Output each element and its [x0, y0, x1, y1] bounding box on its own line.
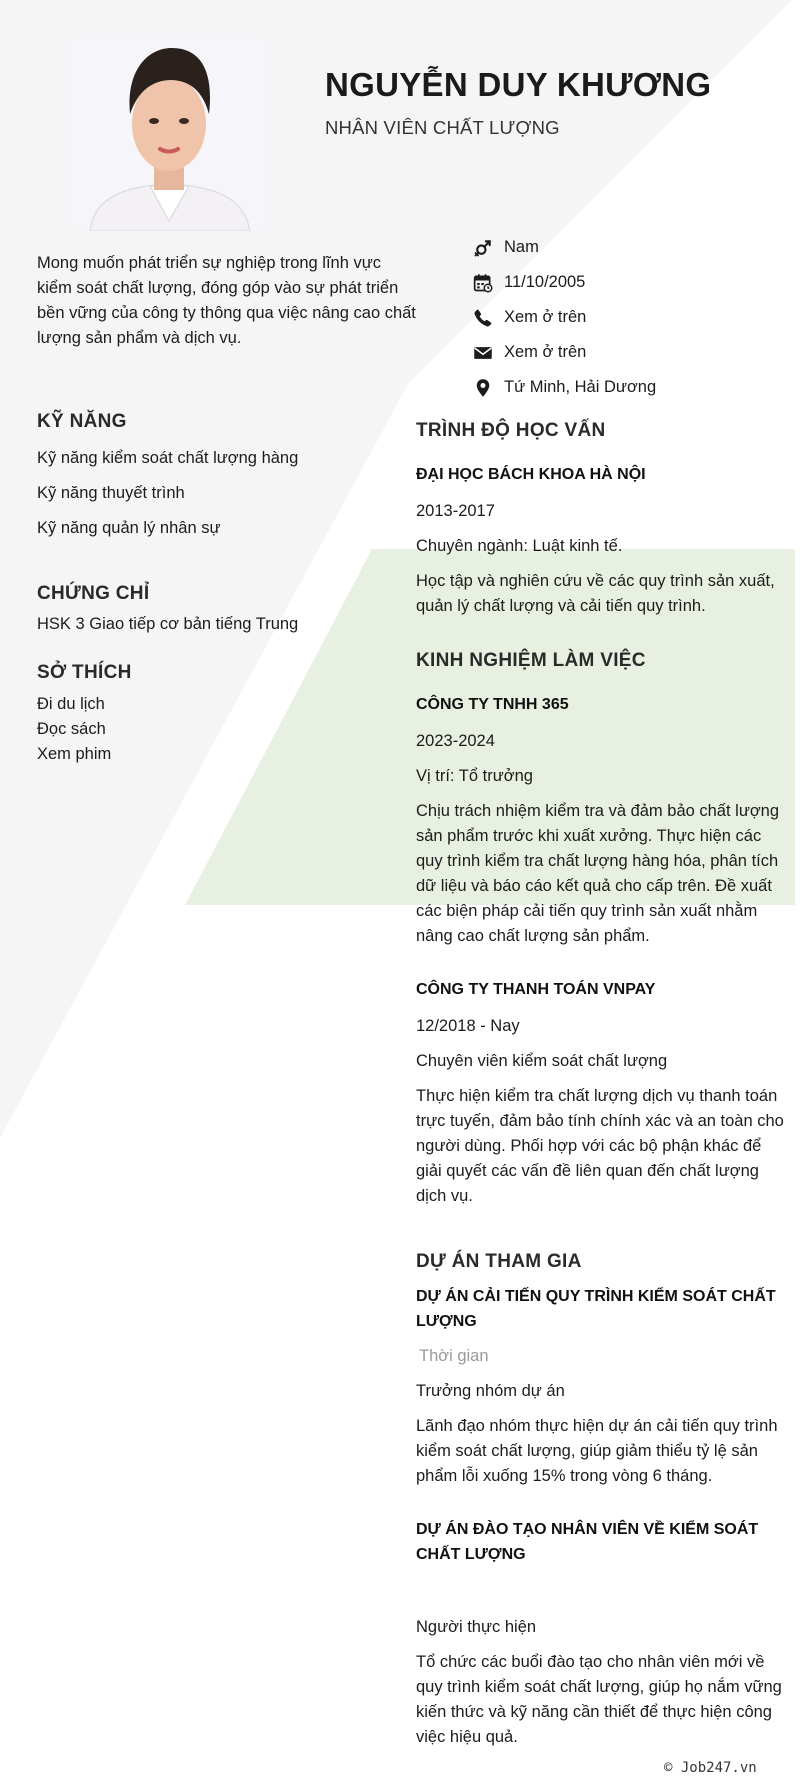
skills-section: [37, 411, 377, 538]
contact-birthday: [472, 265, 656, 300]
certificate-item: HSK 3 Giao tiếp cơ bản tiếng Trung: [37, 615, 299, 633]
job-description: Chịu trách nhiệm kiểm tra và đảm bảo chất lượng sản phẩm trước khi xuất xưởng. Thực hiện các quy trình kiểm tra chất lượng hàng hóa, phân tích dữ liệu và báo cáo kết quả cho cấp trên. Đề xuất các biện pháp cải tiến quy trình sản xuất nhằm nâng cao chất lượng sản phẩm.: [416, 802, 780, 945]
contact-phone: [472, 300, 656, 335]
project-name: DỰ ÁN CẢI TIẾN QUY TRÌNH KIỂM SOÁT CHẤT LƯỢNG: [416, 1288, 776, 1330]
job-company: CÔNG TY THANH TOÁN VNPAY: [416, 981, 656, 998]
skill-item: Kỹ năng kiểm soát chất lượng hàng: [37, 449, 299, 467]
projects-heading: DỰ ÁN THAM GIA: [416, 1251, 582, 1272]
skills-heading: KỸ NĂNG: [37, 411, 127, 432]
contact-email: [472, 335, 656, 370]
project-role: Trưởng nhóm dự án: [416, 1382, 565, 1400]
job-description: Thực hiện kiểm tra chất lượng dịch vụ thanh toán trực tuyến, đảm bảo tính chính xác và an toàn cho người dùng. Phối hợp với các bộ phận khác để giải quyết các vấn đề liên quan đến chất lượng dịch vụ.: [416, 1087, 784, 1205]
experience-section: [416, 650, 788, 1209]
experience-heading: KINH NGHIỆM LÀM VIỆC: [416, 650, 646, 671]
job-period: 12/2018 - Nay: [416, 1017, 520, 1035]
location-icon: [472, 377, 494, 399]
job-company: CÔNG TY TNHH 365: [416, 696, 569, 713]
job-position: Chuyên viên kiểm soát chất lượng: [416, 1052, 668, 1070]
projects-section: [416, 1251, 788, 1750]
portrait-image: [72, 36, 267, 231]
hobbies-section: [37, 662, 377, 767]
job-period: 2023-2024: [416, 732, 495, 750]
phone-icon: [472, 307, 494, 329]
mail-icon: [472, 342, 494, 364]
project-role: Người thực hiện: [416, 1618, 537, 1636]
contact-gender-value: Nam: [504, 238, 539, 256]
education-period: 2013-2017: [416, 502, 495, 520]
career-objective: Mong muốn phát triển sự nghiệp trong lĩnh vực kiểm soát chất lượng, đóng góp vào sự phát triển bền vững của công ty thông qua việc nâng cao chất lượng sản phẩm và dịch vụ.: [37, 254, 416, 347]
contact-birthday-value: 11/10/2005: [504, 273, 586, 291]
contact-email-value: Xem ở trên: [504, 343, 587, 361]
hobby-item: Xem phim: [37, 745, 112, 763]
certificates-heading: CHỨNG CHỈ: [37, 583, 150, 604]
calendar-icon: [472, 272, 494, 294]
contact-phone-value: Xem ở trên: [504, 308, 587, 326]
project-description: Tổ chức các buổi đào tạo cho nhân viên mới về quy trình kiểm soát chất lượng, giúp họ nắm vững kiến thức và kỹ năng cần thiết để thực hiện công việc hiệu quả.: [416, 1653, 782, 1746]
project-time: Thời gian: [419, 1347, 489, 1365]
job-position: Vị trí: Tổ trưởng: [416, 767, 533, 785]
footer-copyright: © Job247.vn: [664, 1760, 757, 1776]
education-major: Chuyên ngành: Luật kinh tế.: [416, 537, 623, 555]
contact-address: [472, 370, 656, 405]
hobbies-heading: SỞ THÍCH: [37, 662, 132, 683]
candidate-name: NGUYỄN DUY KHƯƠNG: [325, 66, 712, 103]
job-title: NHÂN VIÊN CHẤT LƯỢNG: [325, 117, 560, 138]
profile-photo: [72, 36, 267, 231]
hobby-item: Đọc sách: [37, 720, 106, 738]
contact-info: [472, 230, 656, 405]
skill-item: Kỹ năng quản lý nhân sự: [37, 519, 221, 537]
education-description: Học tập và nghiên cứu về các quy trình sản xuất, quản lý chất lượng và cải tiến quy trình.: [416, 572, 775, 615]
project-name: DỰ ÁN ĐÀO TẠO NHÂN VIÊN VỀ KIỂM SOÁT CHẤT LƯỢNG: [416, 1521, 759, 1563]
gender-icon: [472, 237, 494, 259]
project-description: Lãnh đạo nhóm thực hiện dự án cải tiến quy trình kiểm soát chất lượng, giúp giảm thiểu tỷ lệ sản phẩm lỗi xuống 15% trong vòng 6 tháng.: [416, 1417, 778, 1485]
contact-address-value: Tứ Minh, Hải Dương: [504, 378, 657, 396]
contact-gender: [472, 230, 656, 265]
certificates-section: [37, 583, 377, 634]
education-section: [416, 420, 788, 619]
skill-item: Kỹ năng thuyết trình: [37, 484, 185, 502]
education-heading: TRÌNH ĐỘ HỌC VẤN: [416, 420, 606, 441]
hobby-item: Đi du lịch: [37, 695, 105, 713]
education-school: ĐẠI HỌC BÁCH KHOA HÀ NỘI: [416, 466, 646, 483]
